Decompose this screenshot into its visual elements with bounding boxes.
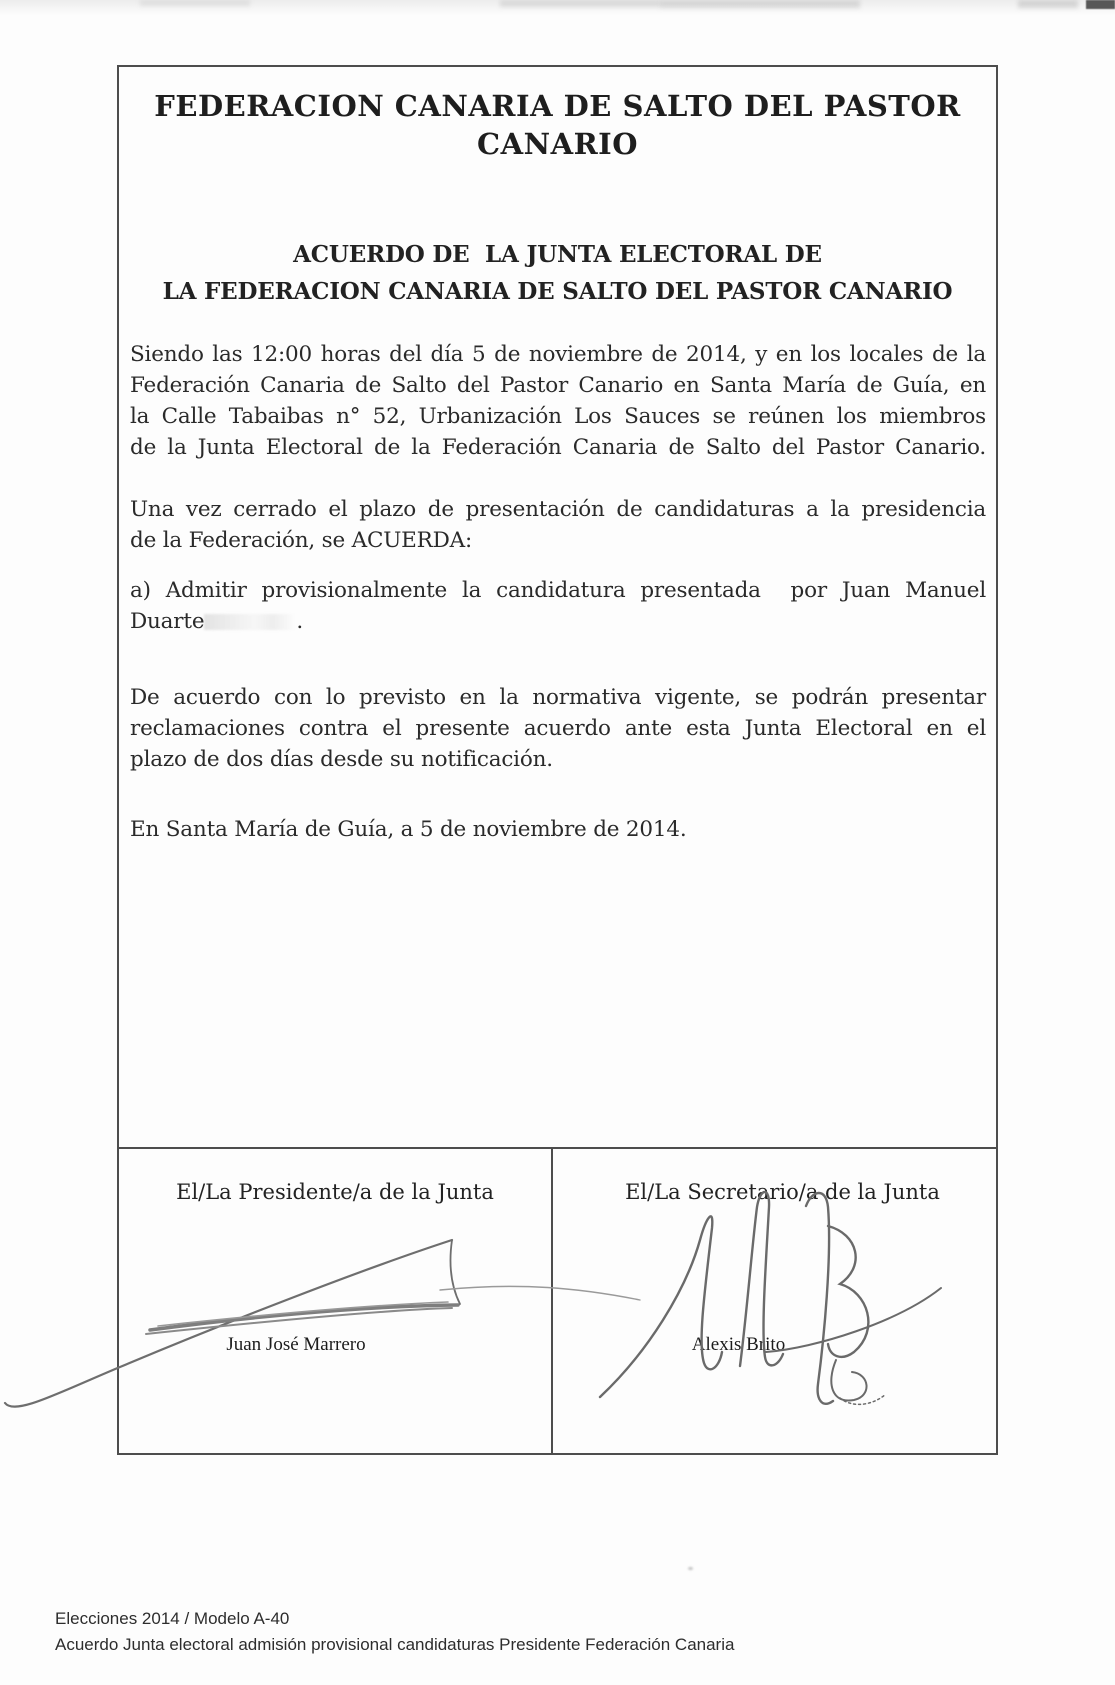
scan-smudge	[660, 0, 860, 8]
footer-line-1: Elecciones 2014 / Modelo A-40	[55, 1609, 290, 1628]
body-line: En Santa María de Guía, a 5 de noviembre de 2014.	[130, 817, 687, 842]
president-label: El/La Presidente/a de la Junta	[176, 1180, 494, 1204]
secretary-label: El/La Secretario/a de la Junta	[625, 1180, 940, 1204]
candidate-surname: Duarte	[130, 609, 205, 634]
scan-smudge	[140, 0, 250, 6]
body-line	[130, 606, 986, 637]
subtitle-line-1: ACUERDO DE LA JUNTA ELECTORAL DE	[293, 241, 822, 268]
paragraph-reclamaciones	[130, 682, 986, 775]
title-line-1: FEDERACION CANARIA DE SALTO DEL PASTOR	[154, 89, 961, 123]
body-line: reclamaciones contra el presente acuerdo ante esta Junta Electoral en el	[130, 716, 986, 741]
body-line: Siendo las 12:00 horas del día 5 de noviembre de 2014, y en los locales de la	[130, 342, 986, 367]
secretary-name: Alexis Brito	[691, 1334, 786, 1355]
body-line: de la Junta Electoral de la Federación Canaria de Salto del Pastor Canario.	[130, 435, 986, 460]
body-line: de la Federación, se ACUERDA:	[130, 528, 473, 553]
document-title	[117, 87, 998, 163]
body-line: a) Admitir provisionalmente la candidatura presentada por Juan Manuel	[130, 578, 986, 603]
body-line: Federación Canaria de Salto del Pastor Canario en Santa María de Guía, en	[130, 373, 986, 398]
president-name: Juan José Marrero	[226, 1334, 366, 1355]
footer-line-2: Acuerdo Junta electoral admisión provisional candidaturas Presidente Federación Canaria	[55, 1635, 735, 1654]
subtitle-line-2: LA FEDERACION CANARIA DE SALTO DEL PASTOR CANARIO	[162, 278, 953, 305]
title-line-2: CANARIO	[476, 127, 639, 161]
body-line: la Calle Tabaibas n° 52, Urbanización Los Sauces se reúnen los miembros	[130, 404, 986, 429]
period: .	[296, 609, 303, 634]
scan-smudge	[1018, 0, 1078, 8]
paragraph-admision	[130, 575, 986, 637]
paragraph-acuerda	[130, 494, 986, 556]
scan-speck	[688, 1567, 693, 1570]
redacted-text-smudge	[204, 614, 296, 630]
body-line: plazo de dos días desde su notificación.	[130, 747, 553, 772]
scan-corner-mark	[1086, 0, 1115, 9]
scan-smudge	[500, 0, 660, 7]
paragraph-intro	[130, 339, 986, 463]
paragraph-fecha	[130, 814, 986, 845]
document-subtitle	[117, 236, 998, 310]
body-line: De acuerdo con lo previsto en la normativa vigente, se podrán presentar	[130, 685, 986, 710]
document-footer	[55, 1606, 734, 1658]
body-line: Una vez cerrado el plazo de presentación de candidaturas a la presidencia	[130, 497, 986, 522]
